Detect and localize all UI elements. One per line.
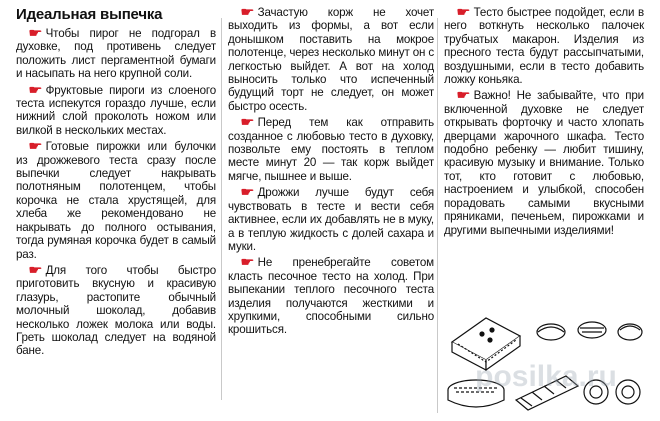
watermark-text: posilka.ru	[475, 360, 617, 393]
hand-bullet-icon: ☛	[28, 262, 43, 277]
tip-paragraph: ☛ Не пренебрегайте советом класть песочное тесто на холод. При выпекании теплого песочного теста изделия получаются жесткими и хрупкими, способными сильно крошиться.	[228, 255, 434, 337]
tip-paragraph: ☛ Дрожжи лучше будут себя чувствовать в тесте и вести себя активнее, если их добавлять не в муку, а в теплую жидкость с долей сахара и муки.	[228, 185, 434, 253]
hand-bullet-icon: ☛	[240, 255, 255, 270]
hand-bullet-icon: ☛	[28, 26, 43, 40]
hand-bullet-icon: ☛	[240, 5, 255, 19]
hand-bullet-icon: ☛	[28, 82, 43, 97]
hand-bullet-icon: ☛	[456, 5, 471, 19]
column-1	[16, 6, 216, 358]
pastry-illustration	[446, 300, 646, 416]
pastry-icon	[537, 322, 642, 340]
tip-paragraph: ☛ Чтобы пирог не подгорал в духовке, под противень следует положить лист пергаментной бумаги и насыпать на него крупной соли.	[16, 26, 216, 81]
tip-paragraph: ☛ Перед тем как отправить созданное с любовью тесто в духовку, позвольте ему постоять в теплом месте минут 20 — так корж выйдет мягче, пышнее и выше.	[228, 115, 434, 183]
tip-paragraph: ☛ Готовые пирожки или булочки из дрожжевого теста сразу после выпечки следует накрывать полотняным полотенцем, чтобы корочка не стала хрустящей, для хлеба же рекомендовано не накрывать до полного остывания, тогда румяная корочка будет в самый раз.	[16, 139, 216, 261]
tip-paragraph: ☛ Зачастую корж не хочет выходить из формы, а вот если донышком поставить на мокрое полотенце, через несколько минут он с легкостью выйдет. А вот на холод выносить только что испеченный будущий торт не следует, он может быстро осесть.	[228, 5, 434, 113]
tip-paragraph: ☛ Для того чтобы быстро приготовить вкусную и красивую глазурь, растопите обычный молочный шоколад, добавив несколько ложек молока или воды. Греть шоколад следует на водяной бане.	[16, 262, 216, 358]
hand-bullet-icon: ☛	[240, 185, 255, 200]
column-divider	[437, 18, 438, 413]
column-divider	[221, 18, 222, 400]
hand-bullet-icon: ☛	[240, 115, 255, 130]
tip-paragraph: ☛ Фруктовые пироги из слоеного теста испекутся гораздо лучше, если нижний слой проколоть ножом или вилкой в нескольких местах.	[16, 82, 216, 137]
article-title: Идеальная выпечка	[16, 6, 163, 23]
hand-bullet-icon: ☛	[456, 88, 471, 103]
tip-paragraph: ☛ Важно! Не забывайте, что при включенной духовке не следует открывать форточку и часто хлопать дверцами жарочного шкафа. Тесто подобно ребенку — любит тишину, красивую музыку и внимание. Только тот, кто готовит с любовью, настроением и улыбкой, способен порадовать самыми вкусными пряниками, печеньем, пирожками и другими выпечными изделиями!	[444, 88, 644, 237]
column-3	[444, 6, 644, 237]
column-2	[228, 6, 434, 337]
tip-paragraph: ☛ Тесто быстрее подойдет, если в него воткнуть несколько палочек трубчатых макарон. Изделия из пресного теста будут рассыпчатыми, воздушными, если в тесто добавить ложку коньяка.	[444, 5, 644, 87]
hand-bullet-icon: ☛	[28, 139, 43, 154]
